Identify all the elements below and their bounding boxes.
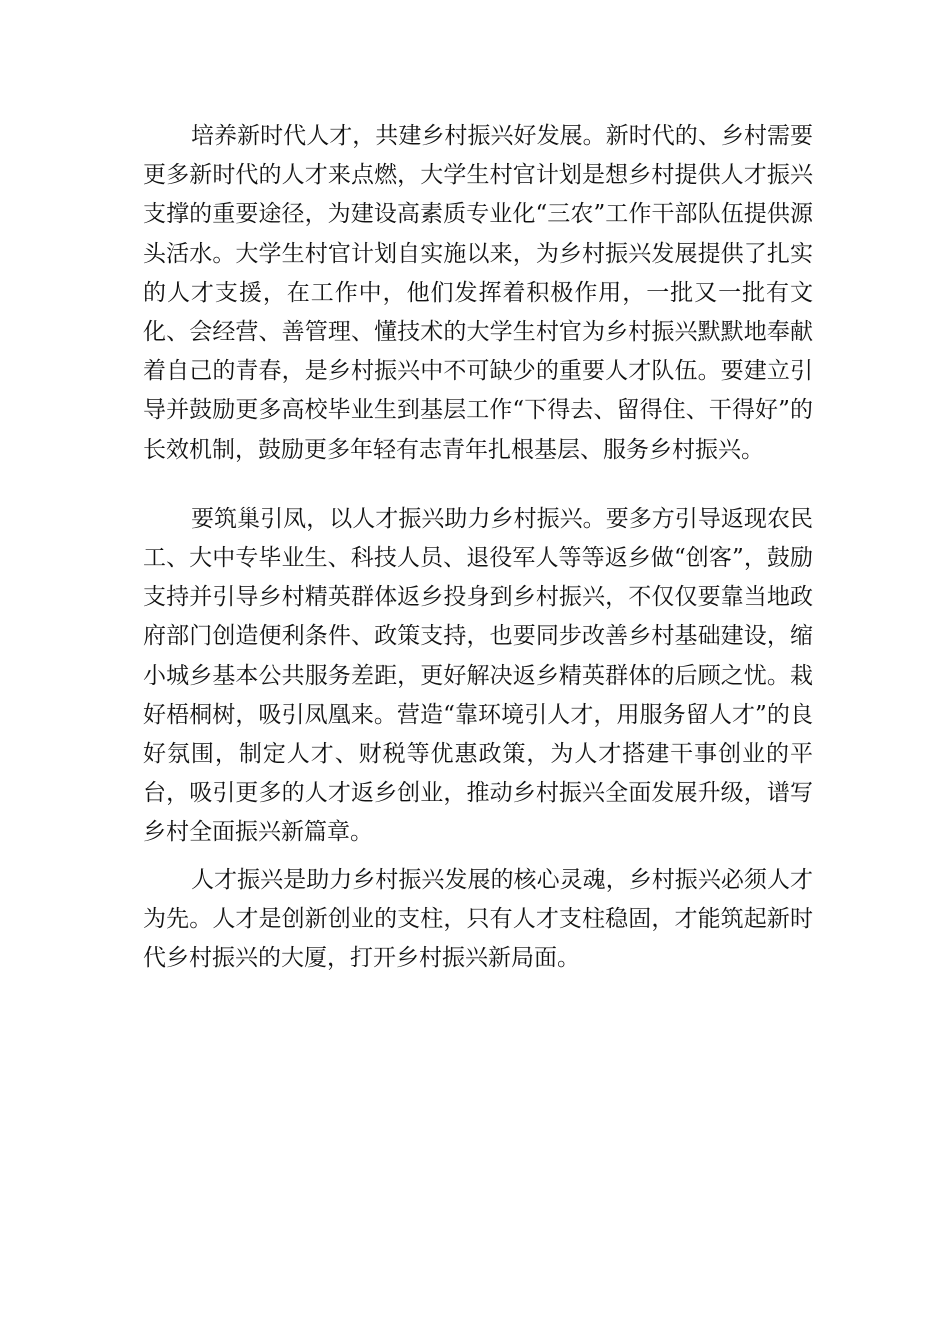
paragraph-talent-cultivation: 培养新时代人才，共建乡村振兴好发展。新时代的、乡村需要更多新时代的人才来点燃，大学生村官计划是想乡村提供人才振兴支撑的重要途径，为建设高素质专业化“三农”工作干部队伍提供源头活水。大学生村官计划自实施以来，为乡村振兴发展提供了扎实的人才支援，在工作中，他们发挥着积极作用，一批又一批有文化、会经营、善管理、懂技术的大学生村官为乡村振兴默默地奉献着自己的青春，是乡村振兴中不可缺少的重要人才队伍。要建立引导并鼓励更多高校毕业生到基层工作“下得去、留得住、干得好”的长效机制，鼓励更多年轻有志青年扎根基层、服务乡村振兴。 (143, 123, 813, 463)
paragraph-attract-talent: 要筑巢引凤，以人才振兴助力乡村振兴。要多方引导返现农民工、大中专毕业生、科技人员、退役军人等等返乡做“创客”，鼓励支持并引导乡村精英群体返乡投身到乡村振兴，不仅仅要靠当地政府部门创造便利条件、政策支持，也要同步改善乡村基础建设，缩小城乡基本公共服务差距，更好解决返乡精英群体的后顾之忧。栽好梧桐树，吸引凤凰来。营造“靠环境引人才，用服务留人才”的良好氛围，制定人才、财税等优惠政策，为人才搭建干事创业的平台，吸引更多的人才返乡创业，推动乡村振兴全面发展升级，谱写乡村全面振兴新篇章。 (143, 505, 813, 846)
document-body (143, 117, 813, 978)
paragraph-conclusion: 人才振兴是助力乡村振兴发展的核心灵魂，乡村振兴必须人才为先。人才是创新创业的支柱，只有人才支柱稳固，才能筑起新时代乡村振兴的大厦，打开乡村振兴新局面。 (143, 866, 813, 972)
